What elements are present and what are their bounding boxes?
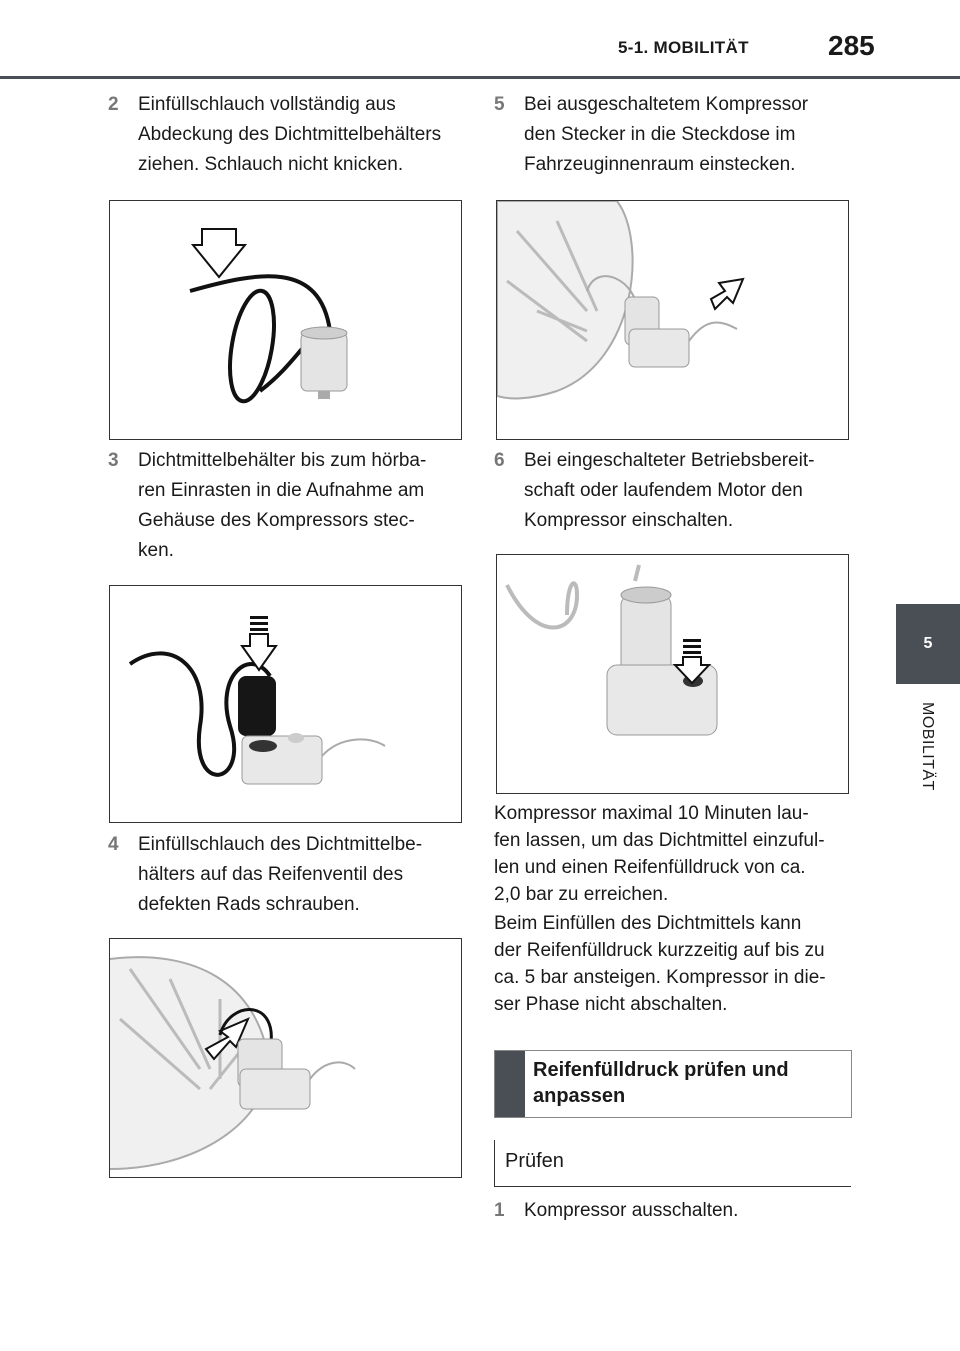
step-text: Bei ausgeschaltetem Kompressor den Stecker in die Steckdose im Fahrzeuginnenraum einstecken. [524,94,809,175]
step-5 [494,90,854,182]
figure-attach-to-valve [109,938,462,1178]
header-rule [0,76,960,79]
chapter-tab-label: MOBILITÄT [919,702,936,791]
insert-container-illustration [110,586,461,822]
section-heading-box [494,1050,852,1118]
chapter-tab-number: 5 [923,635,933,652]
step-3 [108,446,468,568]
step-text: Einfüllschlauch vollständig aus Abdeckung des Dichtmittelbehälters ziehen. Schlauch nicht knicken. [138,94,442,175]
step-number: 4 [108,834,119,855]
section-heading: Reifenfülldruck prüfen und anpassen [533,1059,789,1107]
paragraph-runtime: Kompressor maximal 10 Minuten lau- fen lassen, um das Dichtmittel einzuful- len und einen Reifenfülldruck von ca. 2,0 bar zu erreichen. [494,803,825,905]
subsection-heading: Prüfen [505,1150,564,1172]
step-text: Bei eingeschalteter Betriebsbereit- schaft oder laufendem Motor den Kompressor einschalten. [524,450,815,531]
chapter-tab[interactable] [896,604,960,684]
paragraph-pressure-warning: Beim Einfüllen des Dichtmittels kann der Reifenfülldruck kurzzeitig auf bis zu ca. 5 bar ansteigen. Kompressor in die- ser Phase nicht abschalten. [494,913,826,1015]
step-text: Einfüllschlauch des Dichtmittelbe- hälters auf das Reifenventil des defekten Rads schrauben. [138,834,423,915]
step-2 [108,90,468,182]
step-4 [108,830,468,922]
step-1 [494,1196,854,1228]
attach-to-valve-illustration [110,939,461,1177]
figure-switch-on [496,554,849,794]
step-number: 2 [108,94,119,115]
step-number: 3 [108,450,119,471]
section-title: 5-1. MOBILITÄT [618,38,749,57]
step-6 [494,446,854,538]
section-heading-bar [495,1051,525,1117]
step-number: 5 [494,94,505,115]
plug-in-illustration [497,201,848,439]
subsection-heading-box [494,1140,851,1187]
figure-sealant-hose [109,200,462,440]
figure-plug-in [496,200,849,440]
switch-on-illustration [497,555,848,793]
step-text: Kompressor ausschalten. [524,1200,739,1221]
page-number: 285 [828,30,875,61]
step-text: Dichtmittelbehälter bis zum hörba- ren Einrasten in die Aufnahme am Gehäuse des Kompressors stec- ken. [138,450,427,561]
figure-insert-container [109,585,462,823]
sealant-hose-illustration [110,201,461,439]
step-number: 6 [494,450,505,471]
step-number: 1 [494,1200,505,1221]
